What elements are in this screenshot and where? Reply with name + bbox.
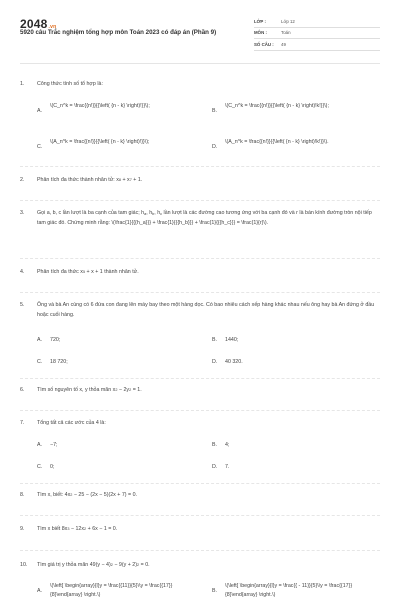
question-divider bbox=[20, 258, 380, 259]
option-b[interactable] bbox=[212, 441, 375, 450]
question-number: 7. bbox=[20, 420, 25, 426]
option-label: B. bbox=[212, 588, 218, 594]
question-number: 3. bbox=[20, 210, 25, 216]
option-text: \(\left[ \begin{array}{l}y = \frac{{11}}{5}\\y = \frac{{17}}{8}\end{array} \right.\) bbox=[50, 583, 173, 598]
question-10 bbox=[20, 561, 382, 571]
option-c[interactable] bbox=[37, 358, 200, 367]
option-text: 7. bbox=[225, 464, 230, 470]
option-text: −7; bbox=[50, 442, 58, 448]
option-b[interactable] bbox=[212, 102, 375, 114]
worksheet-meta bbox=[254, 16, 380, 51]
option-label: B. bbox=[212, 108, 218, 114]
question-divider bbox=[20, 378, 380, 379]
question-divider bbox=[20, 410, 380, 411]
meta-value: 49 bbox=[281, 41, 286, 47]
site-logo[interactable]: 2048.vn bbox=[20, 17, 57, 31]
option-a[interactable] bbox=[37, 582, 200, 599]
question-2 bbox=[20, 176, 382, 186]
header-divider bbox=[20, 63, 380, 64]
question-text: Tổng tất cả các ước của 4 là: bbox=[37, 420, 106, 426]
option-text: 40 320. bbox=[225, 359, 243, 365]
question-text: Ông và bà An cùng có 6 đứa con đang lên máy bay theo một hàng dọc. Có bao nhiêu cách xếp hàng khác nhau nếu ông hay bà An đứng ở đầu hoặc cuối hàng. bbox=[37, 302, 375, 318]
option-d[interactable] bbox=[212, 463, 375, 472]
question-number: 8. bbox=[20, 492, 25, 498]
option-label: D. bbox=[212, 359, 218, 365]
question-divider bbox=[20, 200, 380, 201]
meta-key: SỐ CÂU : bbox=[254, 41, 274, 47]
question-7 bbox=[20, 419, 382, 429]
meta-row-class bbox=[254, 16, 380, 28]
option-b[interactable] bbox=[212, 582, 375, 599]
option-text: \(A_n^k = \frac{{n!}}{{\left( {n - k} \right)!}}\); bbox=[50, 139, 150, 145]
question-6 bbox=[20, 386, 382, 396]
option-text: 4; bbox=[225, 442, 230, 448]
question-number: 1. bbox=[20, 81, 25, 87]
question-divider bbox=[20, 515, 380, 516]
question-8 bbox=[20, 491, 382, 501]
option-label: D. bbox=[212, 144, 218, 150]
question-9 bbox=[20, 525, 382, 535]
option-label: C. bbox=[37, 464, 43, 470]
option-text: 720; bbox=[50, 337, 61, 343]
option-d[interactable] bbox=[212, 138, 375, 150]
option-label: A. bbox=[37, 337, 43, 343]
option-text: \(C_n^k = \frac{{n!}}{{\left( {n - k} \right)!}}\); bbox=[50, 103, 150, 109]
question-text: Phân tích đa thức $x^5 + x + 1$ thành nhân tử. bbox=[37, 269, 139, 275]
option-text: \(C_n^k = \frac{{n!}}{{\left( {n - k} \right)!k!}}\); bbox=[225, 103, 329, 109]
option-label: A. bbox=[37, 442, 43, 448]
question-number: 4. bbox=[20, 269, 25, 275]
question-text: Tìm giá trị y thỏa mãn $49(y - 4)^2 - 9(y + 2)^2 = 0$. bbox=[37, 562, 150, 568]
option-b[interactable] bbox=[212, 336, 375, 345]
option-a[interactable] bbox=[37, 336, 200, 345]
meta-value: Lớp 12 bbox=[281, 18, 295, 24]
question-divider bbox=[20, 292, 380, 293]
question-3 bbox=[20, 209, 382, 228]
question-5 bbox=[20, 301, 382, 320]
option-c[interactable] bbox=[37, 138, 200, 150]
question-text: Tìm x, biết: $4x^2 - 25 - (2x - 5)(2x + 7) = 0$. bbox=[37, 492, 138, 498]
question-divider bbox=[20, 550, 380, 551]
option-c[interactable] bbox=[37, 463, 200, 472]
question-4 bbox=[20, 268, 382, 278]
option-text: \(A_n^k = \frac{{n!}}{{\left( {n - k} \right)!k!}}\). bbox=[225, 139, 329, 145]
meta-row-count bbox=[254, 39, 380, 51]
meta-key: LỚP : bbox=[254, 18, 266, 24]
meta-row-subject bbox=[254, 28, 380, 40]
option-label: B. bbox=[212, 337, 218, 343]
option-label: C. bbox=[37, 144, 43, 150]
question-text: Tìm x biết $8x^3 - 12x^2 + 6x - 1 = 0$. bbox=[37, 526, 118, 532]
option-text: \(\left[ \begin{array}{l}y = \frac{{ - 11}}{5}\\y = \frac{{17}}{8}\end{array} \right.\) bbox=[225, 583, 353, 598]
question-text: Công thức tính số tổ hợp là: bbox=[37, 81, 103, 87]
option-label: A. bbox=[37, 108, 43, 114]
question-text: Tìm số nguyên tố x, y thỏa mãn $x^2 - 2y^2 = 1$. bbox=[37, 387, 142, 393]
question-divider bbox=[20, 483, 380, 484]
option-label: A. bbox=[37, 588, 43, 594]
question-text: Gọi a, b, c lần lượt là ba cạnh của tam giác; $h_a$, $h_b$, $h_c$ lần lượt là các đường cao tương ứng với ba cạnh đó và r là bán kính đường tròn nội tiếp tam giác đó. Chứng minh rằng: \(\frac{1}{{{h_a}}} + \frac{1}{{{h_b}}} + \frac{1}{{{h_c}}} = \frac{1}{r}\). bbox=[37, 210, 372, 226]
meta-key: MÔN : bbox=[254, 30, 267, 36]
option-text: 0; bbox=[50, 464, 55, 470]
question-number: 10. bbox=[20, 562, 28, 568]
question-divider bbox=[20, 166, 380, 167]
option-text: 18 720; bbox=[50, 359, 68, 365]
question-text: Phân tích đa thức thành nhân tử: $x^8 + x^7 + 1$. bbox=[37, 177, 143, 183]
option-label: C. bbox=[37, 359, 43, 365]
meta-value: Toán bbox=[281, 30, 291, 36]
question-number: 9. bbox=[20, 526, 25, 532]
option-text: 1440; bbox=[225, 337, 239, 343]
option-a[interactable] bbox=[37, 441, 200, 450]
option-label: B. bbox=[212, 442, 218, 448]
option-d[interactable] bbox=[212, 358, 375, 367]
question-number: 2. bbox=[20, 177, 25, 183]
question-number: 6. bbox=[20, 387, 25, 393]
question-number: 5. bbox=[20, 302, 25, 308]
option-a[interactable] bbox=[37, 102, 200, 114]
option-label: D. bbox=[212, 464, 218, 470]
question-1 bbox=[20, 80, 382, 90]
page-title: 5920 câu Trắc nghiệm tổng hợp môn Toán 2023 có đáp án (Phần 9) bbox=[20, 29, 217, 36]
